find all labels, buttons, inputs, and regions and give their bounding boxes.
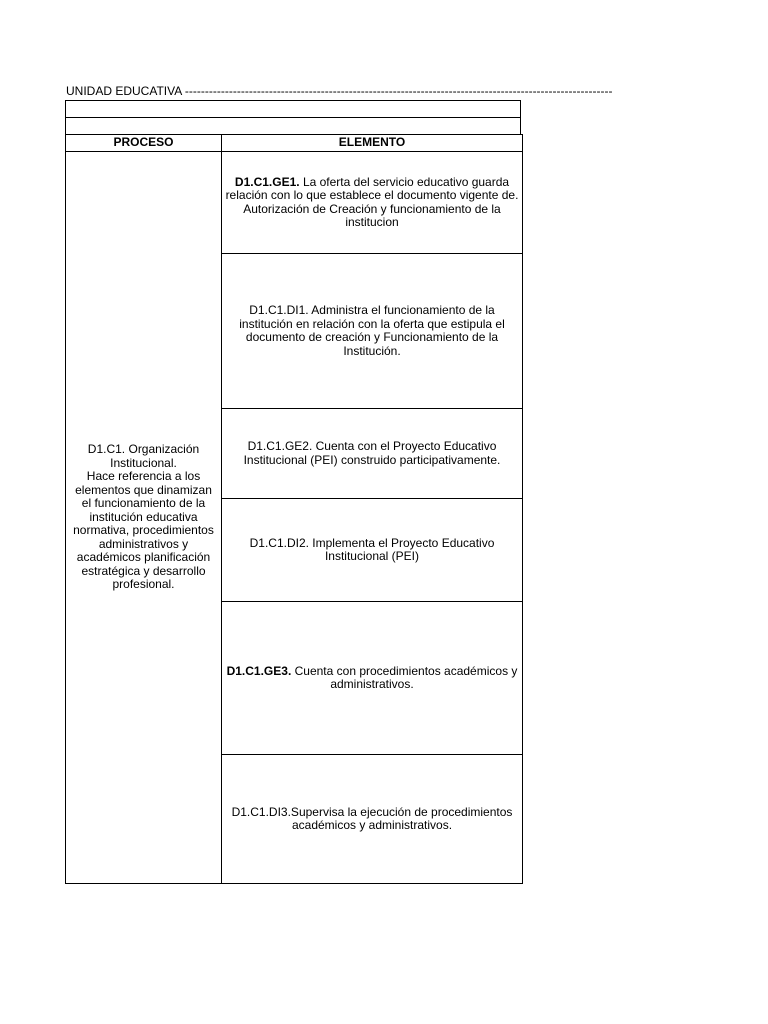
elemento-ge1-text: La oferta del servicio educativo guarda relación con lo que establece el documento vigente de. Autorización de Creación y funcionamiento de la institucion (225, 174, 519, 229)
elemento-di2 (222, 499, 523, 602)
unidad-educativa-header: UNIDAD EDUCATIVA ----------------------------------------------------------------------------------------------------------- (66, 84, 613, 98)
elemento-ge3-code: D1.C1.GE3. (226, 663, 292, 678)
blank-row-2 (65, 117, 521, 135)
table-header-row (66, 135, 523, 152)
elemento-di3 (222, 755, 523, 884)
elemento-ge1-code: D1.C1.GE1. (234, 174, 300, 189)
elemento-ge3 (222, 602, 523, 755)
proceso-description: Hace referencia a los elementos que dinamizan el funcionamiento de la institución educativa normativa, procedimientos administrativos y académicos planificación estratégica y desarrollo profesional. (73, 469, 214, 592)
elementos-table (65, 134, 523, 884)
proceso-title: D1.C1. Organización Institucional. (87, 442, 200, 470)
elemento-ge1 (222, 152, 523, 254)
elemento-ge2-text: D1.C1.GE2. Cuenta con el Proyecto Educativo Institucional (PEI) construido participativamente. (243, 439, 501, 467)
elemento-ge2 (222, 409, 523, 499)
elemento-ge3-text: Cuenta con procedimientos académicos y administrativos. (291, 663, 518, 691)
blank-row-1 (65, 100, 521, 118)
elemento-di1-text: D1.C1.DI1. Administra el funcionamiento de la institución en relación con la oferta que estipula el documento de creación y Funcionamiento de la Institución. (239, 303, 505, 358)
elemento-di2-text: D1.C1.DI2. Implementa el Proyecto Educativo Institucional (PEI) (249, 535, 495, 563)
proceso-cell (66, 152, 222, 884)
table-row (66, 152, 523, 254)
elemento-di3-text: D1.C1.DI3.Supervisa la ejecución de procedimientos académicos y administrativos. (231, 804, 513, 832)
header-proceso: PROCESO (66, 135, 222, 152)
elemento-di1 (222, 254, 523, 409)
header-elemento: ELEMENTO (222, 135, 523, 152)
